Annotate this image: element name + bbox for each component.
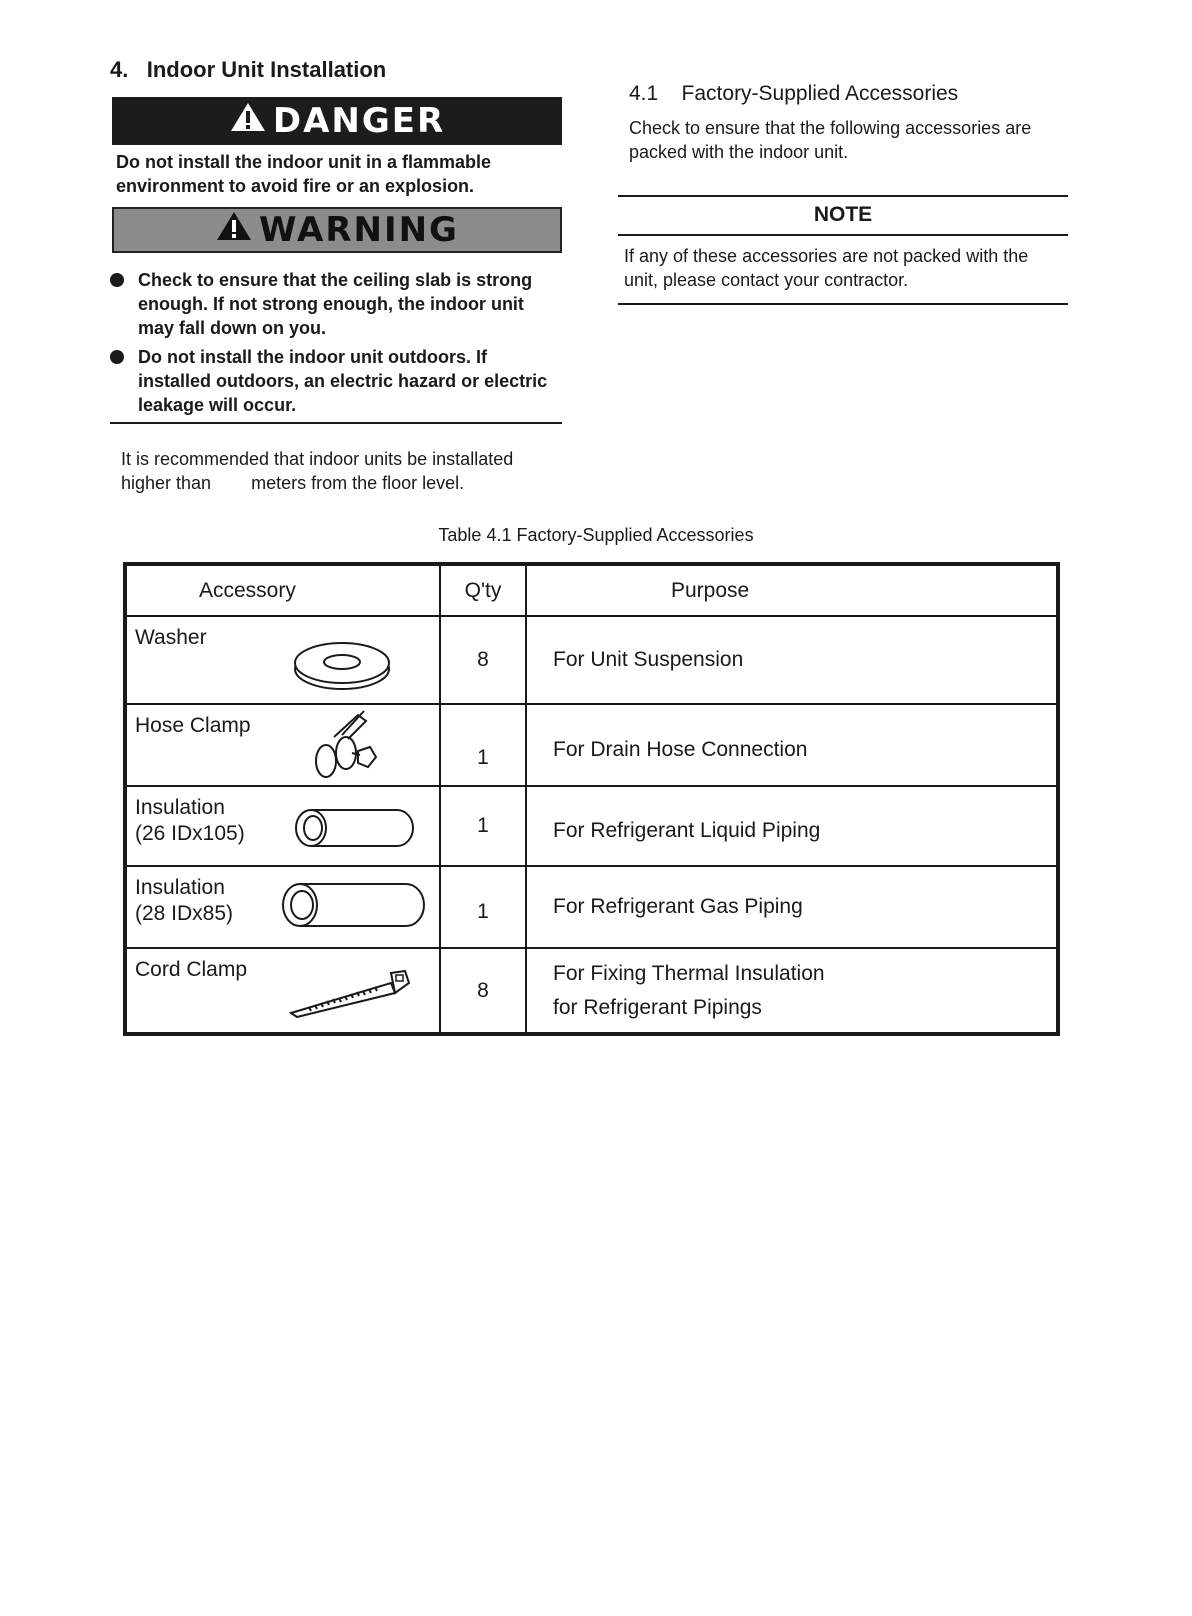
section-heading [110,57,386,83]
warning-bullet-text: Do not install the indoor unit outdoors. If installed outdoors, an electric hazard or electric leakage will occur. [138,347,548,415]
warning-banner [112,207,562,253]
accessory-cell [125,786,440,866]
warning-triangle-icon [215,210,253,251]
purpose-cell: For Drain Hose Connection [526,704,1058,786]
divider [618,303,1068,305]
subsection-number: 4.1 [629,82,659,105]
accessory-name: Insulation (26 IDx105) [135,796,245,845]
divider [618,195,1068,197]
table-header-row [125,564,1058,616]
subsection-heading [629,82,958,106]
accessory-name: Washer [135,626,207,649]
table-caption: Table 4.1 Factory-Supplied Accessories [438,525,754,545]
recommendation-line: higher than meters from the floor level. [121,473,465,493]
column-header: Q'ty [440,564,526,616]
table-row [125,866,1058,948]
accessory-cell [125,704,440,786]
subsection-text: Check to ensure that the following accessories are packed with the indoor unit. [629,118,1032,162]
danger-label: DANGER [272,101,446,141]
column-header: Purpose [526,564,1058,616]
section-title: Indoor Unit Installation [146,57,387,82]
section-number: 4. [110,57,129,82]
cable-tie-icon [287,963,417,1019]
table-row [125,786,1058,866]
quantity-cell: 1 [440,704,526,786]
warning-bullet-text: Check to ensure that the ceiling slab is strong enough. If not strong enough, the indoor unit may fall down on you. [138,270,533,338]
bullet-icon [110,273,124,287]
note-text: If any of these accessories are not packed with the unit, please contact your contractor. [624,246,1029,290]
purpose-cell: For Unit Suspension [526,616,1058,704]
table-row [125,948,1058,1034]
quantity-cell: 8 [440,616,526,704]
hose-clamp-icon [312,707,392,783]
warning-bullet [110,268,560,340]
bullet-icon [110,350,124,364]
table-row [125,704,1058,786]
table-row [125,616,1058,704]
purpose-cell: For Refrigerant Liquid Piping [526,786,1058,866]
note-title: NOTE [813,203,873,226]
danger-banner [112,97,562,145]
insulation-tube-icon [280,881,428,929]
purpose-cell: For Fixing Thermal Insulation for Refrigerant Pipings [526,948,1058,1034]
warning-triangle-icon [229,101,267,142]
washer-icon [292,635,392,695]
warning-bullet [110,345,560,417]
accessory-name: Hose Clamp [135,714,251,737]
danger-text: Do not install the indoor unit in a flammable environment to avoid fire or an explosion. [116,152,492,196]
accessories-table [123,562,1060,1036]
quantity-cell: 8 [440,948,526,1034]
quantity-cell: 1 [440,866,526,948]
recommendation-line: It is recommended that indoor units be installated [121,449,514,469]
accessory-name: Cord Clamp [135,958,248,981]
divider [110,422,562,424]
accessory-cell [125,866,440,948]
recommendation-text [121,447,581,495]
divider [618,234,1068,236]
column-header: Accessory [125,564,440,616]
warning-label: WARNING [259,210,459,250]
accessory-cell [125,616,440,704]
accessory-cell [125,948,440,1034]
accessory-name: Insulation (28 IDx85) [135,876,234,925]
subsection-title: Factory-Supplied Accessories [681,82,959,105]
purpose-cell: For Refrigerant Gas Piping [526,866,1058,948]
insulation-tube-icon [293,807,417,849]
quantity-cell: 1 [440,786,526,866]
